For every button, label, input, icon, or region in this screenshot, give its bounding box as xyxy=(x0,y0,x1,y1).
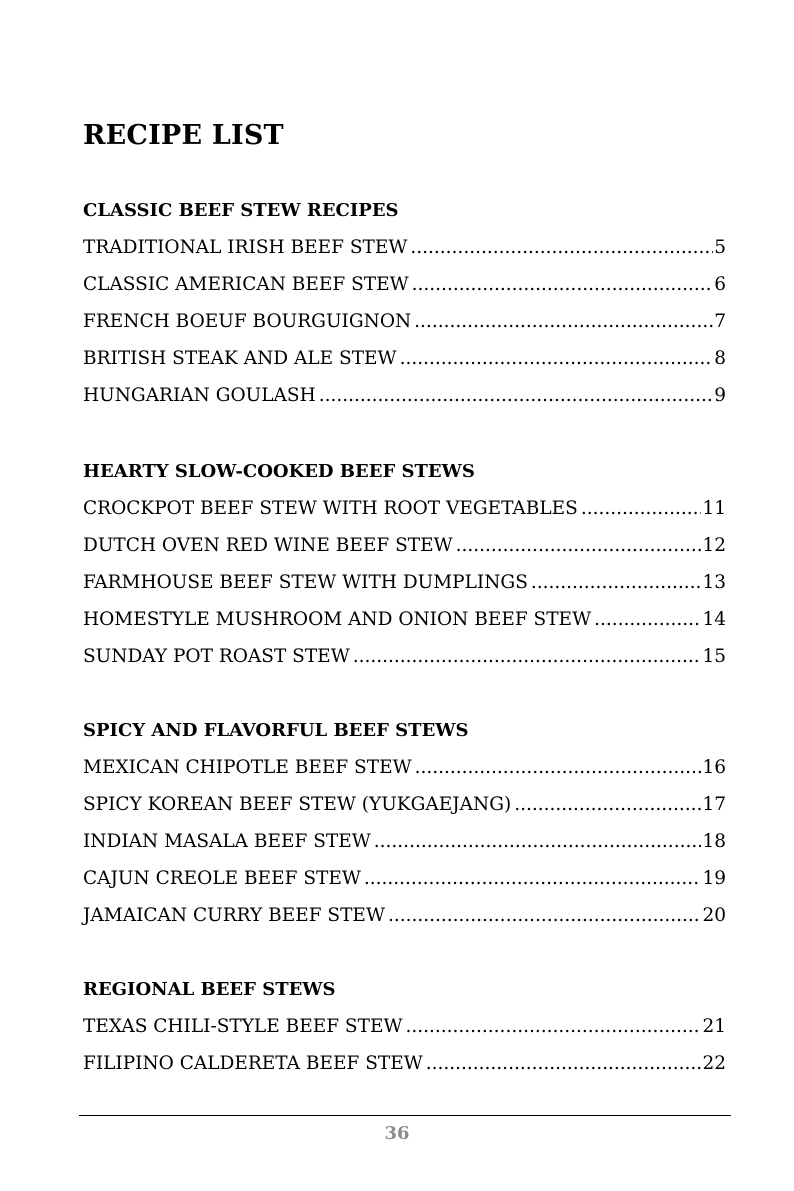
entry-page-number: 15 xyxy=(702,646,726,667)
footer-rule xyxy=(79,1115,731,1116)
entry-title: INDIAN MASALA BEEF STEW xyxy=(83,831,371,852)
dot-leader xyxy=(415,753,702,783)
toc-entry[interactable] xyxy=(83,864,726,901)
dot-leader xyxy=(388,901,702,931)
entry-title: BRITISH STEAK AND ALE STEW xyxy=(83,348,397,369)
entry-page-number: 14 xyxy=(702,609,726,630)
section-heading: REGIONAL BEEF STEWS xyxy=(83,979,336,1000)
dot-leader xyxy=(581,494,702,524)
entry-page-number: 9 xyxy=(714,385,726,406)
toc-entry[interactable] xyxy=(83,381,726,418)
entry-page-number: 11 xyxy=(702,498,726,519)
entry-page-number: 21 xyxy=(702,1016,726,1037)
toc-entry[interactable] xyxy=(83,270,726,307)
dot-leader xyxy=(400,344,714,374)
dot-leader xyxy=(319,381,714,411)
dot-leader xyxy=(531,568,702,598)
toc-entry[interactable] xyxy=(83,307,726,344)
entry-page-number: 5 xyxy=(714,237,726,258)
entry-title: FARMHOUSE BEEF STEW WITH DUMPLINGS xyxy=(83,572,528,593)
dot-leader xyxy=(405,1012,701,1042)
entry-title: CROCKPOT BEEF STEW WITH ROOT VEGETABLES xyxy=(83,498,578,519)
dot-leader xyxy=(456,531,702,561)
toc-entry[interactable] xyxy=(83,753,726,790)
dot-leader xyxy=(514,790,701,820)
entry-page-number: 20 xyxy=(702,905,726,926)
section-heading: SPICY AND FLAVORFUL BEEF STEWS xyxy=(83,720,469,741)
dot-leader xyxy=(364,864,702,894)
entry-page-number: 19 xyxy=(702,868,726,889)
dot-leader xyxy=(594,605,701,635)
page-title: RECIPE LIST xyxy=(83,120,284,151)
toc-entry[interactable] xyxy=(83,344,726,381)
entry-page-number: 12 xyxy=(702,535,726,556)
entry-title: FRENCH BOEUF BOURGUIGNON xyxy=(83,311,412,332)
entry-title: MEXICAN CHIPOTLE BEEF STEW xyxy=(83,757,412,778)
entry-page-number: 22 xyxy=(702,1053,726,1074)
toc-entry[interactable] xyxy=(83,568,726,605)
section-hearty-slow-cooked-beef-stews xyxy=(83,457,726,679)
toc-entry[interactable] xyxy=(83,531,726,568)
entry-page-number: 17 xyxy=(702,794,726,815)
toc-entry[interactable] xyxy=(83,233,726,270)
toc-entry[interactable] xyxy=(83,494,726,531)
entry-title: TRADITIONAL IRISH BEEF STEW xyxy=(83,237,408,258)
toc-entry[interactable] xyxy=(83,1049,726,1086)
entry-title: HOMESTYLE MUSHROOM AND ONION BEEF STEW xyxy=(83,609,592,630)
recipe-list-page xyxy=(83,0,726,1191)
section-regional-beef-stews xyxy=(83,975,726,1086)
entry-title: CAJUN CREOLE BEEF STEW xyxy=(83,868,361,889)
entry-title: HUNGARIAN GOULASH xyxy=(83,385,316,406)
entry-title: SPICY KOREAN BEEF STEW (YUKGAEJANG) xyxy=(83,794,512,815)
dot-leader xyxy=(410,233,713,263)
entry-title: SUNDAY POT ROAST STEW xyxy=(83,646,350,667)
dot-leader xyxy=(426,1049,702,1079)
entry-page-number: 8 xyxy=(714,348,726,369)
entry-page-number: 6 xyxy=(714,274,726,295)
toc-entry[interactable] xyxy=(83,1012,726,1049)
toc-entry[interactable] xyxy=(83,827,726,864)
section-classic-beef-stew-recipes xyxy=(83,196,726,418)
dot-leader xyxy=(353,642,702,672)
toc-entry[interactable] xyxy=(83,790,726,827)
toc-entry[interactable] xyxy=(83,901,726,938)
dot-leader xyxy=(412,270,714,300)
dot-leader xyxy=(414,307,713,337)
entry-page-number: 13 xyxy=(702,572,726,593)
entry-page-number: 16 xyxy=(702,757,726,778)
section-heading: CLASSIC BEEF STEW RECIPES xyxy=(83,200,399,221)
entry-page-number: 18 xyxy=(702,831,726,852)
dot-leader xyxy=(374,827,702,857)
section-spicy-and-flavorful-beef-stews xyxy=(83,716,726,938)
entry-title: TEXAS CHILI-STYLE BEEF STEW xyxy=(83,1016,403,1037)
entry-title: JAMAICAN CURRY BEEF STEW xyxy=(83,905,385,926)
entry-title: CLASSIC AMERICAN BEEF STEW xyxy=(83,274,409,295)
toc-entry[interactable] xyxy=(83,605,726,642)
entry-title: DUTCH OVEN RED WINE BEEF STEW xyxy=(83,535,453,556)
entry-title: FILIPINO CALDERETA BEEF STEW xyxy=(83,1053,423,1074)
section-heading: HEARTY SLOW-COOKED BEEF STEWS xyxy=(83,461,475,482)
toc-entry[interactable] xyxy=(83,642,726,679)
entry-page-number: 7 xyxy=(714,311,726,332)
page-number: 36 xyxy=(384,1123,410,1144)
